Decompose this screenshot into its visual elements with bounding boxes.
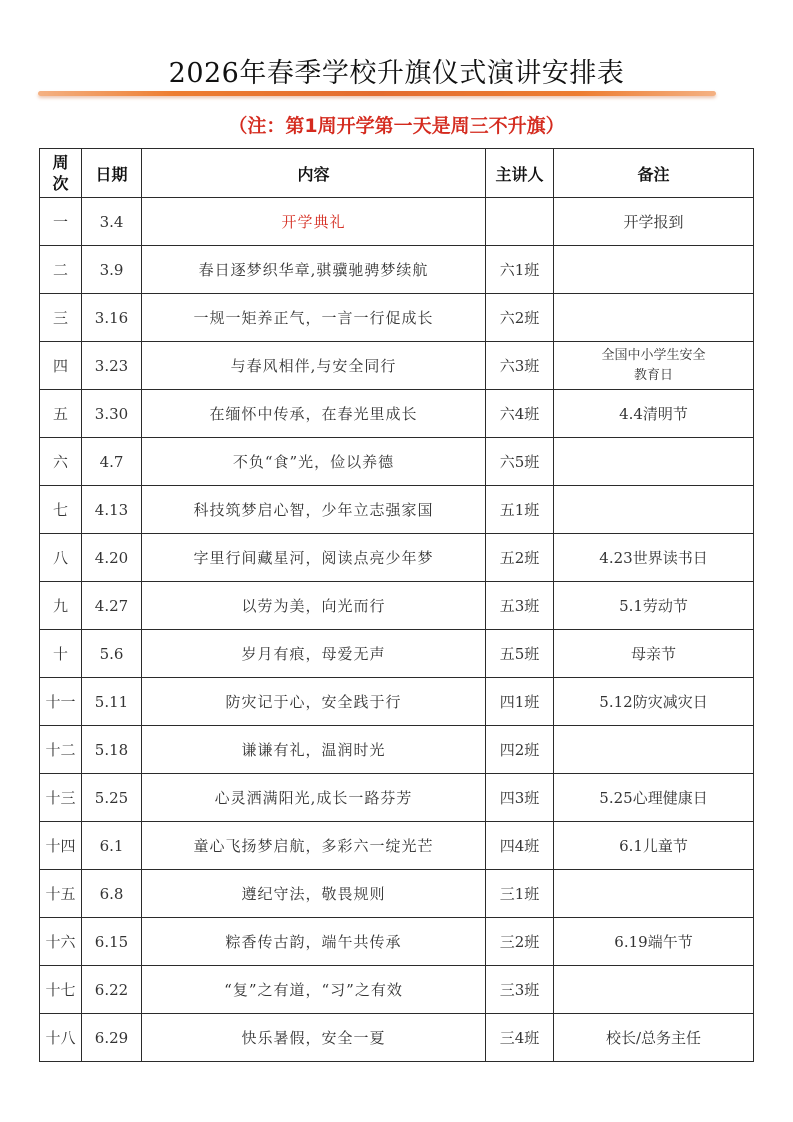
cell-week: 七 [40, 486, 82, 534]
cell-week: 一 [40, 198, 82, 246]
cell-date: 6.1 [82, 822, 142, 870]
table-row [40, 534, 754, 582]
cell-content: 春日逐梦织华章,骐骥驰骋梦续航 [142, 246, 486, 294]
cell-date: 4.13 [82, 486, 142, 534]
cell-content: 防灾记于心，安全践于行 [142, 678, 486, 726]
cell-date: 6.15 [82, 918, 142, 966]
cell-remark: 校长/总务主任 [554, 1014, 754, 1062]
table-header-row [40, 149, 754, 198]
table-row [40, 342, 754, 390]
table-row [40, 822, 754, 870]
cell-speaker: 三1班 [486, 870, 554, 918]
cell-content: 不负“食”光，俭以养德 [142, 438, 486, 486]
cell-content: 心灵洒满阳光,成长一路芬芳 [142, 774, 486, 822]
cell-date: 6.8 [82, 870, 142, 918]
header-week-line1: 周 [52, 153, 69, 172]
header-remark: 备注 [554, 149, 754, 198]
cell-content: 谦谦有礼，温润时光 [142, 726, 486, 774]
header-speaker: 主讲人 [486, 149, 554, 198]
table-row [40, 726, 754, 774]
cell-week: 十七 [40, 966, 82, 1014]
cell-remark [554, 342, 754, 390]
cell-speaker: 三4班 [486, 1014, 554, 1062]
table-row [40, 294, 754, 342]
cell-week: 三 [40, 294, 82, 342]
cell-remark: 母亲节 [554, 630, 754, 678]
table-row [40, 870, 754, 918]
cell-week: 十六 [40, 918, 82, 966]
cell-speaker: 六4班 [486, 390, 554, 438]
table-row [40, 678, 754, 726]
cell-content: 一规一矩养正气，一言一行促成长 [142, 294, 486, 342]
cell-speaker [486, 198, 554, 246]
table-row [40, 918, 754, 966]
cell-remark [554, 294, 754, 342]
cell-speaker: 三3班 [486, 966, 554, 1014]
cell-remark: 5.25心理健康日 [554, 774, 754, 822]
table-row [40, 246, 754, 294]
cell-speaker: 五1班 [486, 486, 554, 534]
cell-week: 九 [40, 582, 82, 630]
cell-week: 十 [40, 630, 82, 678]
cell-date: 3.16 [82, 294, 142, 342]
cell-remark-line2: 教育日 [633, 367, 673, 383]
table-row [40, 438, 754, 486]
cell-speaker: 四2班 [486, 726, 554, 774]
cell-content: “复”之有道，“习”之有效 [142, 966, 486, 1014]
table-row [40, 582, 754, 630]
cell-week: 十四 [40, 822, 82, 870]
cell-remark: 开学报到 [554, 198, 754, 246]
cell-week: 十一 [40, 678, 82, 726]
cell-date: 5.6 [82, 630, 142, 678]
table-row [40, 630, 754, 678]
page-note: （注：第1周开学第一天是周三不升旗） [228, 115, 565, 137]
header-content: 内容 [142, 149, 486, 198]
cell-content: 科技筑梦启心智，少年立志强家国 [142, 486, 486, 534]
cell-speaker: 五3班 [486, 582, 554, 630]
schedule-table [39, 148, 754, 1062]
cell-speaker: 五2班 [486, 534, 554, 582]
cell-content: 以劳为美，向光而行 [142, 582, 486, 630]
cell-content: 开学典礼 [142, 198, 486, 246]
cell-remark [554, 438, 754, 486]
cell-date: 4.20 [82, 534, 142, 582]
cell-content: 粽香传古韵，端午共传承 [142, 918, 486, 966]
cell-date: 4.27 [82, 582, 142, 630]
header-week [40, 149, 82, 198]
cell-date: 3.23 [82, 342, 142, 390]
cell-date: 6.29 [82, 1014, 142, 1062]
cell-week: 八 [40, 534, 82, 582]
cell-content: 岁月有痕，母爱无声 [142, 630, 486, 678]
table-row [40, 198, 754, 246]
cell-week: 五 [40, 390, 82, 438]
cell-remark-line1: 全国中小学生安全 [601, 347, 706, 363]
cell-week: 十二 [40, 726, 82, 774]
cell-remark [554, 726, 754, 774]
cell-date: 5.25 [82, 774, 142, 822]
cell-speaker: 四4班 [486, 822, 554, 870]
cell-speaker: 四3班 [486, 774, 554, 822]
cell-remark [554, 870, 754, 918]
cell-speaker: 四1班 [486, 678, 554, 726]
cell-remark: 5.12防灾减灾日 [554, 678, 754, 726]
cell-date: 3.4 [82, 198, 142, 246]
cell-week: 六 [40, 438, 82, 486]
table-row [40, 966, 754, 1014]
cell-week: 四 [40, 342, 82, 390]
cell-date: 3.30 [82, 390, 142, 438]
cell-date: 5.18 [82, 726, 142, 774]
title-underline-decoration [38, 91, 716, 96]
cell-content: 在缅怀中传承，在春光里成长 [142, 390, 486, 438]
cell-content: 快乐暑假，安全一夏 [142, 1014, 486, 1062]
cell-remark [554, 246, 754, 294]
page-title: 2026年春季学校升旗仪式演讲安排表 [168, 58, 625, 89]
cell-date: 6.22 [82, 966, 142, 1014]
cell-date: 4.7 [82, 438, 142, 486]
cell-speaker: 六1班 [486, 246, 554, 294]
cell-remark: 5.1劳动节 [554, 582, 754, 630]
header-date: 日期 [82, 149, 142, 198]
cell-remark: 6.19端午节 [554, 918, 754, 966]
cell-speaker: 六2班 [486, 294, 554, 342]
cell-speaker: 五5班 [486, 630, 554, 678]
cell-speaker: 六5班 [486, 438, 554, 486]
header-week-line2: 次 [52, 174, 69, 193]
cell-content: 字里行间藏星河，阅读点亮少年梦 [142, 534, 486, 582]
table-row [40, 1014, 754, 1062]
cell-remark: 4.23世界读书日 [554, 534, 754, 582]
cell-week: 二 [40, 246, 82, 294]
table-row [40, 390, 754, 438]
cell-remark [554, 486, 754, 534]
cell-week: 十五 [40, 870, 82, 918]
cell-remark: 6.1儿童节 [554, 822, 754, 870]
cell-remark [554, 966, 754, 1014]
cell-remark: 4.4清明节 [554, 390, 754, 438]
cell-content: 与春风相伴,与安全同行 [142, 342, 486, 390]
cell-content: 童心飞扬梦启航，多彩六一绽光芒 [142, 822, 486, 870]
cell-date: 3.9 [82, 246, 142, 294]
cell-week: 十三 [40, 774, 82, 822]
cell-week: 十八 [40, 1014, 82, 1062]
cell-date: 5.11 [82, 678, 142, 726]
cell-speaker: 三2班 [486, 918, 554, 966]
table-row [40, 774, 754, 822]
cell-speaker: 六3班 [486, 342, 554, 390]
cell-content: 遵纪守法，敬畏规则 [142, 870, 486, 918]
table-row [40, 486, 754, 534]
